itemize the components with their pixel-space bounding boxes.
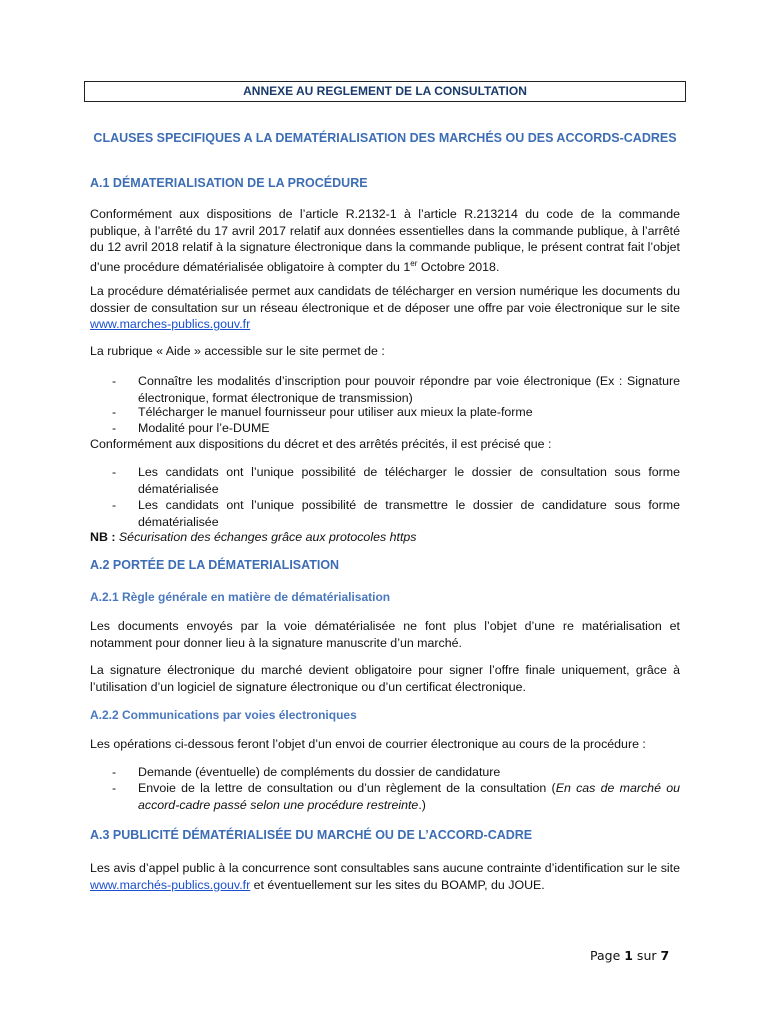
section-a3-heading: A.3 PUBLICITÉ DÉMATÉRIALISÉE DU MARCHÉ OU DE L’ACCORD-CADRE <box>90 828 533 842</box>
list-item: - Modalité pour l’e-DUME <box>112 421 270 435</box>
section-a1-paragraph-4: Conformément aux dispositions du décret et des arrêtés précités, il est précisé que : <box>90 437 552 451</box>
section-a21-heading: A.2.1 Règle générale en matière de dématérialisation <box>90 590 391 604</box>
list-item: - Les candidats ont l’unique possibilité de télécharger le dossier de consultation sous forme dématérialisée <box>112 465 680 496</box>
section-a1-heading: A.1 DÉMATERIALISATION DE LA PROCÉDURE <box>90 176 368 190</box>
list-item: - Télécharger le manuel fournisseur pour utiliser aux mieux la plate-forme <box>112 405 533 419</box>
section-a21-paragraph-1: Les documents envoyés par la voie dématérialisée ne font plus l’objet d’une re matérialisation et notamment pour donner lieu à la signature manuscrite d’un marché. <box>90 619 680 650</box>
section-a2-heading: A.2 PORTÉE DE LA DÉMATERIALISATION <box>90 558 340 572</box>
section-a1-paragraph-1: Conformément aux dispositions de l’article R.2132-1 à l’article R.213214 du code de la commande publique, à l’arrêté du 17 avril 2017 relatif aux données essentielles dans la commande publique, à l’arrêté du 12 avril 2018 relatif à la signature électronique dans la commande publique, le présent contrat fait l’objet d’une procédure dématérialisée obligatoire à compter du 1er Octobre 2018. <box>90 207 680 274</box>
nb-note: NB : Sécurisation des échanges grâce aux protocoles https <box>90 530 417 544</box>
section-a22-heading: A.2.2 Communications par voies électroniques <box>90 708 357 722</box>
marches-publics-link-2[interactable]: www.marchés-publics.gouv.fr <box>90 877 251 892</box>
main-heading: CLAUSES SPECIFIQUES A LA DEMATÉRIALISATION DES MARCHÉS OU DES ACCORDS-CADRES <box>93 131 677 145</box>
marches-publics-link[interactable]: www.marches-publics.gouv.fr <box>90 317 251 331</box>
section-a21-paragraph-2: La signature électronique du marché devient obligatoire pour signer l’offre finale uniquement, grâce à l’utilisation d’un logiciel de signature électronique ou d’un certificat électronique. <box>90 663 680 694</box>
page-number: Page 1 sur 7 <box>590 948 670 963</box>
list-item: - Demande (éventuelle) de compléments du dossier de candidature <box>112 765 501 779</box>
list-item: - Les candidats ont l’unique possibilité de transmettre le dossier de candidature sous forme dématérialisée <box>112 498 680 529</box>
list-item: - Envoie de la lettre de consultation ou d’un règlement de la consultation (En cas de marché ou accord-cadre passé selon une procédure restreinte.) <box>112 781 680 812</box>
section-a1-paragraph-3: La rubrique « Aide » accessible sur le site permet de : <box>90 344 385 358</box>
annex-title-box: ANNEXE AU REGLEMENT DE LA CONSULTATION <box>84 81 686 102</box>
list-item: - Connaître les modalités d’inscription pour pouvoir répondre par voie électronique (Ex : Signature électronique, format électronique de transmission) <box>112 374 680 405</box>
section-a1-paragraph-2: La procédure dématérialisée permet aux candidats de télécharger en version numérique les documents du dossier de consultation sur un réseau électronique et de déposer une offre par voie électronique sur le site www.marches-publics.gouv.fr <box>90 284 680 331</box>
section-a22-paragraph: Les opérations ci-dessous feront l’objet d’un envoi de courrier électronique au cours de la procédure : <box>90 737 646 751</box>
section-a3-paragraph: Les avis d’appel public à la concurrence sont consultables sans aucune contrainte d’identification sur le site www.marchés-publics.gouv.fr et éventuellement sur les sites du BOAMP, du JOUE. <box>90 861 680 892</box>
